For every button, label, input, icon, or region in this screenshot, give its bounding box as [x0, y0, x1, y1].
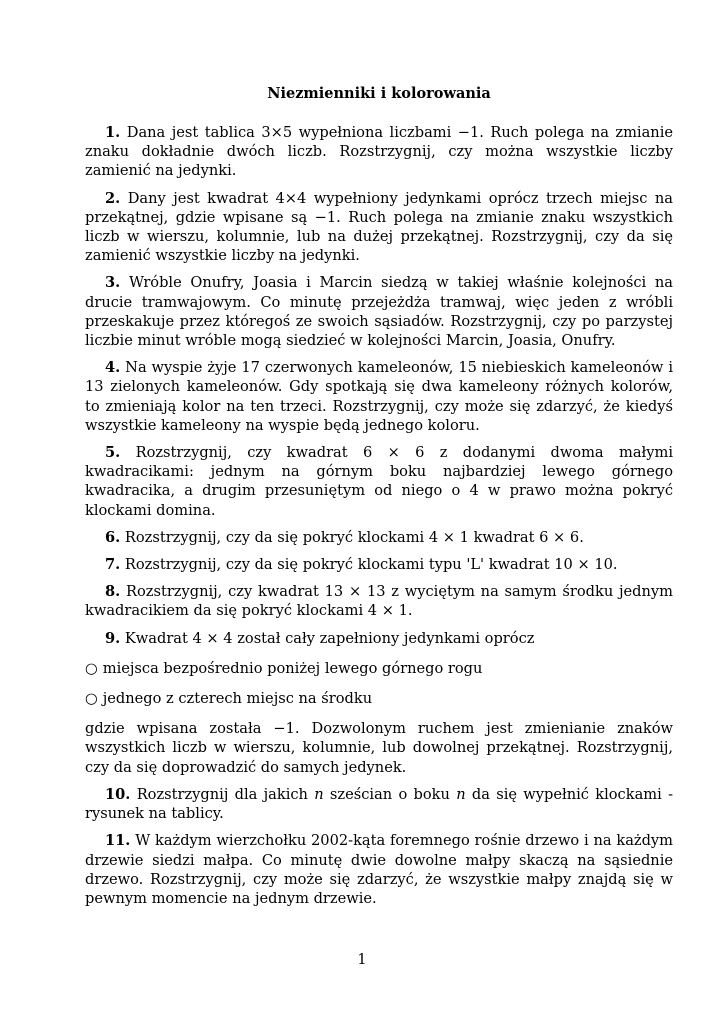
problem-text: W każdym wierzchołku 2002-kąta foremnego rośnie drzewo i na każdym drzewie siedzi małpa. Co minutę dwie dowolne małpy skaczą na sąsiednie drzewo. Rozstrzygnij, czy może się zdarzyć, że wszystkie małpy znajdą się w pewnym momencie na jednym drzewie.: [85, 832, 674, 907]
page-number: 1: [357, 952, 367, 968]
problem-9-bullet-1: [85, 659, 673, 678]
math-variable: n: [314, 785, 324, 803]
problem-text: Dany jest kwadrat 4×4 wypełniony jedynkami oprócz trzech miejsc na przekątnej, gdzie wpisane są −1. Ruch polega na zmianie znaku wszystkich liczb w wierszu, kolumnie, lub na dużej przekątnej. Rozstrzygnij, czy da się zamienić wszystkie liczby na jedynki.: [85, 189, 674, 265]
problem-number: 9.: [105, 629, 121, 647]
problem-text: Kwadrat 4 × 4 został cały zapełniony jedynkami oprócz: [124, 629, 535, 647]
problem-number: 5.: [105, 444, 121, 462]
problem-number: 6.: [105, 528, 121, 546]
problem-text-part: sześcian o boku: [323, 785, 457, 803]
problem-9-bullet-2: [85, 689, 673, 708]
problem-5: [85, 443, 673, 520]
problem-1: [85, 123, 673, 181]
problem-7: [85, 555, 673, 574]
problem-number: 8.: [105, 583, 121, 601]
problem-number: 1.: [105, 124, 121, 141]
document-title: Niezmienniki i kolorowania: [267, 85, 491, 102]
problem-4: [85, 358, 673, 435]
bullet-text: jednego z czterech miejsc na środku: [102, 690, 373, 708]
math-variable: n: [456, 785, 466, 803]
problem-3: [85, 273, 673, 350]
problem-number: 11.: [105, 832, 131, 850]
problem-text: Rozstrzygnij, czy kwadrat 6 × 6 z dodanymi dwoma małymi kwadracikami: jednym na górnym boku najbardziej lewego górnego kwadracika, a drugim przesuniętym od niego o 4 w prawo można pokryć klockami domina.: [85, 444, 673, 519]
problem-11: [85, 831, 673, 908]
problem-number: 2.: [105, 189, 121, 207]
problem-6: [85, 528, 673, 547]
problem-number: 3.: [105, 274, 121, 292]
bullet-text: miejsca bezpośrednio poniżej lewego górnego rogu: [102, 659, 483, 677]
problem-text: Wróble Onufry, Joasia i Marcin siedzą w takiej właśnie kolejności na drucie tramwajowym. Co minutę przejeżdża tramwaj, więc jeden z wróbli przeskakuje przez któregoś ze swoich sąsiadów. Rozstrzygnij, czy po parzystej liczbie minut wróble mogą siedzieć w kolejności Marcin, Joasia, Onufry.: [85, 274, 674, 350]
problem-text: Rozstrzygnij, czy da się pokryć klockami typu 'L' kwadrat 10 × 10.: [124, 556, 618, 574]
problem-text: Rozstrzygnij, czy kwadrat 13 × 13 z wyciętym na samym środku jednym kwadracikiem da się pokryć klockami 4 × 1.: [85, 583, 673, 620]
problem-number: 4.: [105, 359, 121, 377]
problem-9-continuation: gdzie wpisana została −1. Dozwolonym ruchem jest zmienianie znaków wszystkich liczb w wierszu, kolumnie, lub dowolnej przekątnej. Rozstrzygnij, czy da się doprowadzić do samych jedynek.: [85, 720, 673, 776]
document-page: [85, 84, 673, 916]
problem-9: [85, 629, 673, 648]
problem-text: Na wyspie żyje 17 czerwonych kameleonów, 15 niebieskich kameleonów i 13 zielonych kameleonów. Gdy spotkają się dwa kameleony różnych kolorów, to zmieniają kolor na ten trzeci. Rozstrzygnij, czy może się zdarzyć, że kiedyś wszystkie kameleony na wyspie będą jednego koloru.: [85, 359, 673, 434]
circle-bullet-icon: ○: [85, 659, 98, 677]
problem-text: Rozstrzygnij, czy da się pokryć klockami 4 × 1 kwadrat 6 × 6.: [124, 528, 584, 546]
problem-text-part: da się wypełnić klockami - rysunek na tablicy.: [85, 785, 673, 823]
problem-text: Dana jest tablica 3×5 wypełniona liczbami −1. Ruch polega na zmianie znaku dokładnie dwóch liczb. Rozstrzygnij, czy można wszystkie liczby zamienić na jedynki.: [85, 124, 674, 180]
problem-10: [85, 785, 673, 823]
problem-text-part: Rozstrzygnij dla jakich: [136, 785, 315, 803]
circle-bullet-icon: ○: [85, 690, 98, 708]
problem-number: 10.: [105, 785, 131, 803]
problem-8: [85, 582, 673, 620]
problem-2: [85, 189, 673, 266]
problem-number: 7.: [105, 556, 121, 574]
